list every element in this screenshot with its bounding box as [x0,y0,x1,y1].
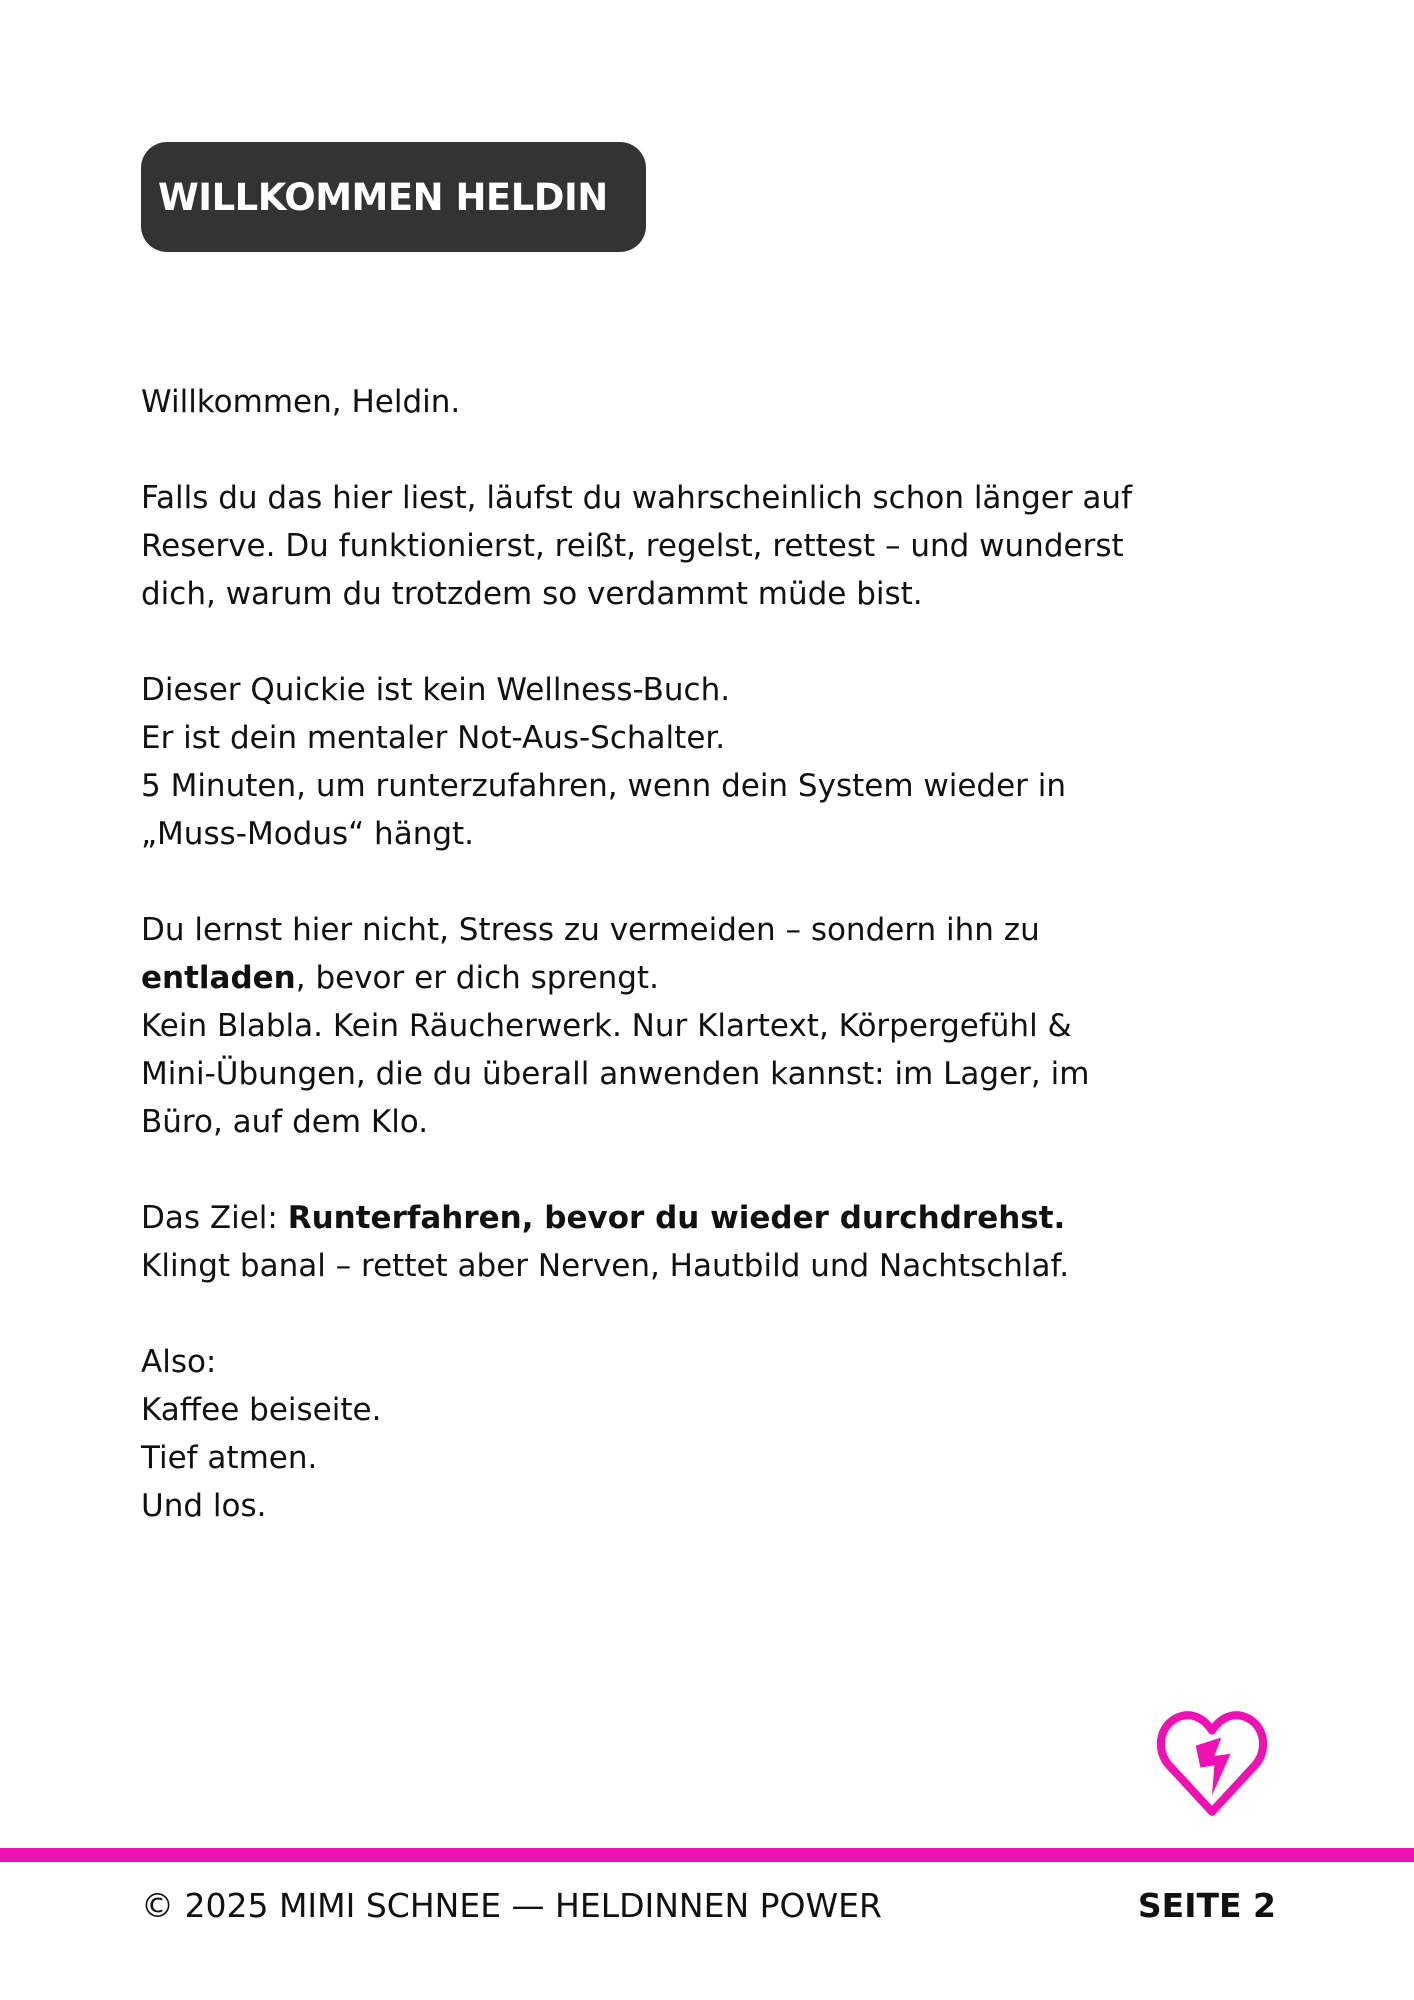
text-line: Mini-Übungen, die du überall anwenden kannst: im Lager, im [141,1056,1090,1092]
heart-lightning-icon [1154,1705,1270,1821]
text-line: dich, warum du trotzdem so verdammt müde bist. [141,576,923,612]
body-text [141,378,1132,1530]
section-title-badge [141,142,646,252]
footer-copyright: © 2025 MIMI SCHNEE — HELDINNEN POWER [141,1886,882,1925]
text-line: Kaffee beiseite. [141,1392,382,1428]
text-line: Er ist dein mentaler Not-Aus-Schalter. [141,720,726,756]
bold-text: entladen [141,960,296,996]
text-line: Büro, auf dem Klo. [141,1104,429,1140]
text-line: Du lernst hier nicht, Stress zu vermeiden – sondern ihn zu [141,912,1040,948]
text-line: Reserve. Du funktionierst, reißt, regelst, rettest – und wunderst [141,528,1124,564]
text-line [141,954,1132,1002]
text-line: Dieser Quickie ist kein Wellness-Buch. [141,672,731,708]
text-line: Willkommen, Heldin. [141,384,461,420]
text-line: Kein Blabla. Kein Räucherwerk. Nur Klartext, Körpergefühl & [141,1008,1072,1044]
text-line: Also: [141,1344,217,1380]
page-number: SEITE 2 [1137,1886,1276,1925]
text-line: „Muss-Modus“ hängt. [141,816,475,852]
footer-divider [0,1848,1414,1862]
text: , bevor er dich sprengt. [295,960,659,996]
text-line: Falls du das hier liest, läufst du wahrscheinlich schon länger auf [141,480,1132,516]
section-title: WILLKOMMEN HELDIN [158,175,608,219]
text-line: Klingt banal – rettet aber Nerven, Hautbild und Nachtschlaf. [141,1248,1070,1284]
text-line: Tief atmen. [141,1440,318,1476]
text: Das Ziel: [141,1200,288,1236]
bold-text: Runterfahren, bevor du wieder durchdrehst. [287,1200,1066,1236]
text-line [141,1194,1132,1242]
text-line: Und los. [141,1488,267,1524]
text-line: 5 Minuten, um runterzufahren, wenn dein System wieder in [141,768,1067,804]
